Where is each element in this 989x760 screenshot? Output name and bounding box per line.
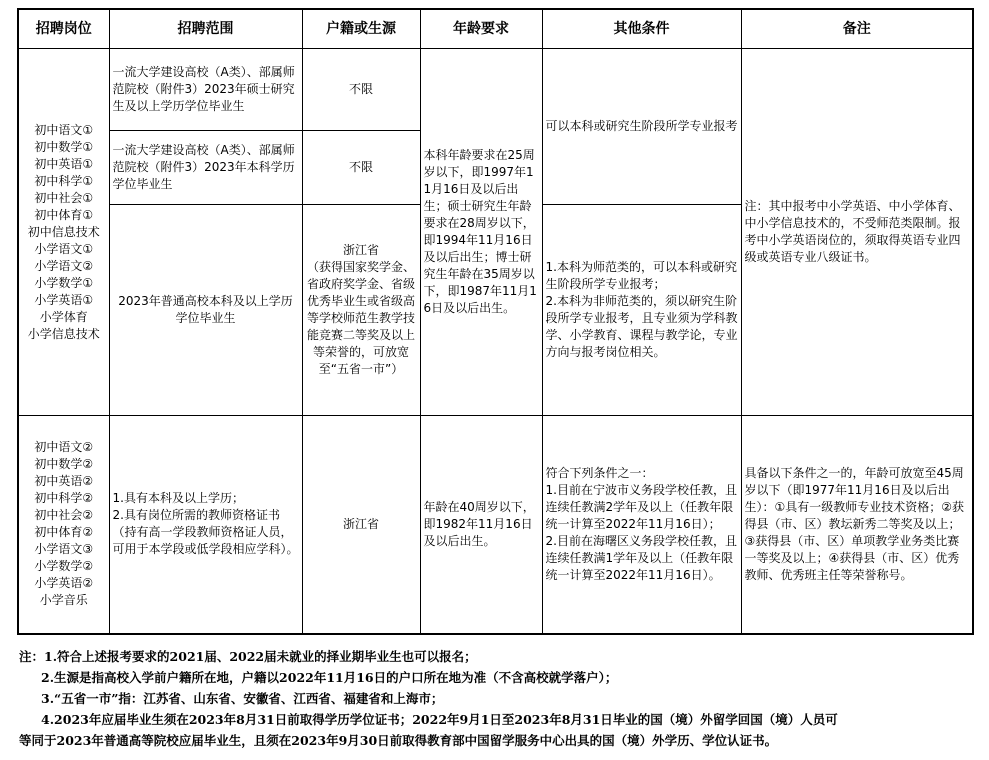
header-age: 年龄要求 <box>420 9 542 49</box>
group1-other-b: 1.本科为师范类的，可以本科或研究生阶段所学专业报考； 2.本科为非师范类的，须以研究生阶段所学专业报考，且专业须为学科教学、小学教育、课程与教学论，专业方向与报考岗位相关。 <box>542 205 741 416</box>
group1-remark: 注：其中报考中小学英语、中小学体育、中小学信息技术的，不受师范类限制。报考中小学英语岗位的，须取得英语专业四级或英语专业八级证书。 <box>741 49 973 416</box>
header-position: 招聘岗位 <box>18 9 109 49</box>
footnote-2: 2.生源是指高校入学前户籍所在地，户籍以2022年11月16日的户口所在地为准（不含高校就学落户）； <box>41 670 618 685</box>
footnote-4-continued: 等同于2023年普通高等院校应届毕业生，且须在2023年9月30日前取得教育部中国留学服务中心出具的国（境）外学历、学位认证书。 <box>19 733 778 748</box>
group1-scope-3: 2023年普通高校本科及以上学历学位毕业生 <box>109 205 302 416</box>
group1-origin-2: 不限 <box>302 131 420 205</box>
footnote-1: 注：1.符合上述报考要求的2021届、2022届未就业的择业期毕业生也可以报名； <box>19 649 477 664</box>
group2-positions: 初中语文② 初中数学② 初中英语② 初中科学② 初中社会② 初中体育② 小学语文③ 小学数学② 小学英语② 小学音乐 <box>18 416 109 634</box>
group2-remark: 具备以下条件之一的，年龄可放宽至45周岁以下（即1977年11月16日及以后出生）：①具有一级教师专业技术资格；②获得县（市、区）教坛新秀二等奖及以上；③获得县（市、区）单项教学业务类比赛一等奖及以上；④获得县（市、区）优秀教师、优秀班主任等荣誉称号。 <box>741 416 973 634</box>
header-remark: 备注 <box>741 9 973 49</box>
table-row <box>18 416 973 634</box>
footnote-4: 4.2023年应届毕业生须在2023年8月31日前取得学历学位证书；2022年9月1日至2023年8月31日毕业的国（境）外留学回国（境）人员可 <box>41 712 838 727</box>
group2-scope: 1.具有本科及以上学历； 2.具有岗位所需的教师资格证书（持有高一学段教师资格证人员，可用于本学段或低学段相应学科）。 <box>109 416 302 634</box>
header-scope: 招聘范围 <box>109 9 302 49</box>
table-row <box>18 49 973 131</box>
table-header-row <box>18 9 973 49</box>
header-origin: 户籍或生源 <box>302 9 420 49</box>
footnote-3: 3.“五省一市”指：江苏省、山东省、安徽省、江西省、福建省和上海市； <box>41 691 444 706</box>
group2-age: 年龄在40周岁以下，即1982年11月16日及以后出生。 <box>420 416 542 634</box>
group1-scope-2: 一流大学建设高校（A类）、部属师范院校（附件3）2023年本科学历学位毕业生 <box>109 131 302 205</box>
group2-other: 符合下列条件之一： 1.目前在宁波市义务段学校任教，且连续任教满2学年及以上（任教年限统一计算至2022年11月16日）； 2.目前在海曙区义务段学校任教，且连续任教满1学年及以上（任教年限统一计算至2022年11月16日）。 <box>542 416 741 634</box>
group1-origin-1: 不限 <box>302 49 420 131</box>
group1-origin-3: 浙江省 （获得国家奖学金、省政府奖学金、省级优秀毕业生或省级高等学校师范生教学技能竞赛二等奖及以上等荣誉的，可放宽至“五省一市”） <box>302 205 420 416</box>
group1-scope-1: 一流大学建设高校（A类）、部属师范院校（附件3）2023年硕士研究生及以上学历学位毕业生 <box>109 49 302 131</box>
header-other: 其他条件 <box>542 9 741 49</box>
group1-age: 本科年龄要求在25周岁以下，即1997年11月16日及以后出生；硕士研究生年龄要求在28周岁以下，即1994年11月16日及以后出生；博士研究生年龄在35周岁以下，即1987年11月16日及以后出生。 <box>420 49 542 416</box>
recruitment-table <box>17 8 974 635</box>
footnotes <box>19 646 969 751</box>
group1-positions: 初中语文① 初中数学① 初中英语① 初中科学① 初中社会① 初中体育① 初中信息技术 小学语文① 小学语文② 小学数学① 小学英语① 小学体育 小学信息技术 <box>18 49 109 416</box>
group2-origin: 浙江省 <box>302 416 420 634</box>
group1-other-a: 可以本科或研究生阶段所学专业报考 <box>542 49 741 205</box>
